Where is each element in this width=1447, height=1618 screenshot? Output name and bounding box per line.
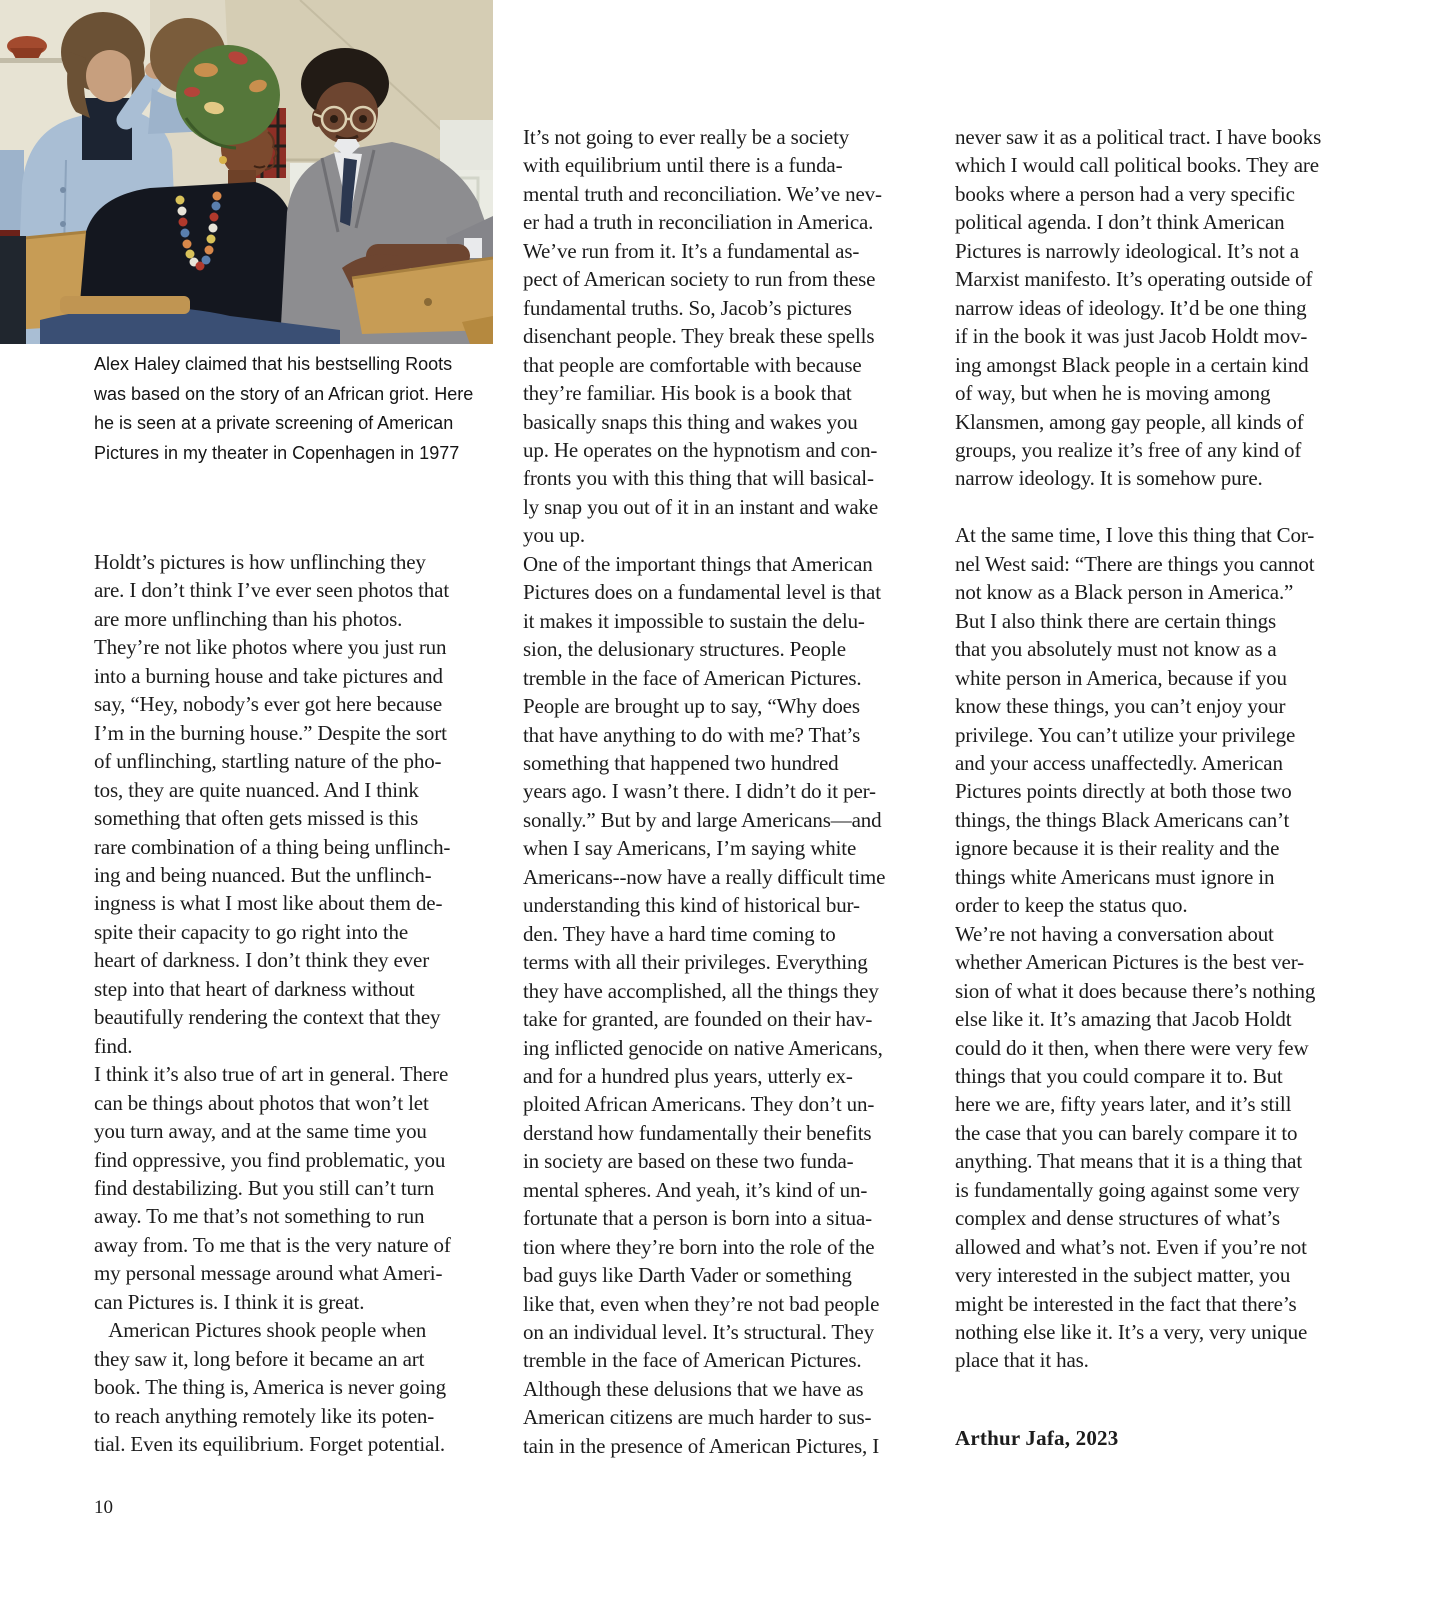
text-line: to reach anything remotely like its poten-	[94, 1403, 435, 1428]
text-line: order to keep the status quo.	[955, 893, 1188, 918]
text-line: Alex Haley claimed that his bestselling Roots	[94, 354, 453, 374]
text-line: Pictures does on a fundamental level is that	[523, 580, 881, 605]
text-line: bad guys like Darth Vader or something	[523, 1263, 852, 1288]
text-line: allowed and what’s not. Even if you’re not	[955, 1234, 1307, 1259]
text-line: political agenda. I don’t think American	[955, 210, 1285, 235]
text-column-3	[955, 123, 1357, 1375]
text-line: and your access unaffectedly. American	[955, 750, 1283, 775]
text-line: ploited African Americans. They don’t un-	[523, 1092, 875, 1117]
text-line: narrow ideology. It is somehow pure.	[955, 466, 1263, 491]
text-line: was based on the story of an African griot. Here	[94, 383, 474, 404]
text-line: pect of American society to run from these	[523, 267, 876, 292]
text-line: find destabilizing. But you still can’t turn	[94, 1175, 435, 1200]
text-line: are more unflinching than his photos.	[94, 606, 403, 631]
author-signature: Arthur Jafa, 2023	[955, 1426, 1119, 1450]
text-line: fortunate that a person is born into a situa-	[523, 1206, 872, 1231]
text-line: and for a hundred plus years, utterly ex-	[523, 1063, 853, 1088]
text-line: beautifully rendering the context that they	[94, 1005, 441, 1030]
text-line: away. To me that’s not something to run	[94, 1204, 425, 1229]
text-line: mental truth and reconciliation. We’ve nev-	[523, 181, 882, 206]
text-line: ing and being nuanced. But the unflinch-	[94, 862, 432, 887]
text-line: complex and dense structures of what’s	[955, 1206, 1280, 1231]
text-line: fundamental truths. So, Jacob’s pictures	[523, 295, 852, 320]
text-line: understanding this kind of historical bur-	[523, 893, 860, 918]
text-line: tial. Even its equilibrium. Forget potential.	[94, 1432, 445, 1457]
text-line: the case that you can barely compare it to	[955, 1120, 1298, 1145]
text-line: it makes it impossible to sustain the delu-	[523, 608, 865, 633]
text-line: tos, they are quite nuanced. And I think	[94, 777, 419, 802]
text-line: heart of darkness. I don’t think they ever	[94, 948, 430, 973]
text-line: anything. That means that it is a thing that	[955, 1149, 1303, 1174]
text-line: I think it’s also true of art in general. There	[94, 1062, 449, 1087]
text-line: are. I don’t think I’ve ever seen photos that	[94, 578, 449, 603]
text-line: can Pictures is. I think it is great.	[94, 1289, 365, 1314]
text-column-1	[94, 548, 496, 1459]
text-line: step into that heart of darkness without	[94, 976, 415, 1001]
text-line: tain in the presence of American Pictures, I	[523, 1433, 880, 1458]
text-line: can be things about photos that won’t let	[94, 1090, 429, 1115]
text-line: things, the things Black Americans can’t	[955, 807, 1290, 832]
text-line: with equilibrium until there is a funda-	[523, 153, 843, 178]
text-line: nel West said: “There are things you cannot	[955, 551, 1315, 576]
text-line: We’re not having a conversation about	[955, 921, 1274, 946]
text-line: We’ve run from it. It’s a fundamental as-	[523, 238, 860, 263]
photo-illustration	[0, 0, 493, 344]
text-line: whether American Pictures is the best ver-	[955, 950, 1304, 975]
text-line: might be interested in the fact that there’s	[955, 1291, 1297, 1316]
text-line: At the same time, I love this thing that Cor-	[955, 523, 1315, 548]
text-line: could do it then, when there were very few	[955, 1035, 1309, 1060]
text-line: into a burning house and take pictures and	[94, 663, 443, 688]
text-line: like that, even when they’re not bad people	[523, 1291, 880, 1316]
text-line: else like it. It’s amazing that Jacob Holdt	[955, 1007, 1292, 1032]
text-line: ing inflicted genocide on native Americans,	[523, 1035, 883, 1060]
text-line: place that it has.	[955, 1348, 1089, 1373]
text-line: away from. To me that is the very nature of	[94, 1232, 451, 1257]
text-line: groups, you realize it’s free of any kind of	[955, 437, 1302, 462]
text-line: basically snaps this thing and wakes you	[523, 409, 858, 434]
text-line: that have anything to do with me? That’s	[523, 722, 861, 747]
text-line: ingness is what I most like about them de-	[94, 891, 443, 916]
text-line: tremble in the face of American Pictures.	[523, 1348, 862, 1373]
text-line: of unflinching, startling nature of the pho-	[94, 749, 442, 774]
text-line: never saw it as a political tract. I have books	[955, 125, 1322, 149]
text-line: they have accomplished, all the things they	[523, 978, 879, 1003]
text-line: if in the book it was just Jacob Holdt mov-	[955, 324, 1308, 349]
text-line: you up.	[523, 523, 585, 548]
text-line: white person in America, because if you	[955, 665, 1287, 690]
text-line: that you absolutely must not know as a	[955, 637, 1277, 662]
text-line: they’re familiar. His book is a book that	[523, 381, 852, 406]
text-line: Pictures in my theater in Copenhagen in 1977	[94, 442, 460, 463]
text-line: of way, but when he is moving among	[955, 381, 1271, 406]
text-line: sion, the delusionary structures. People	[523, 637, 846, 662]
text-line: tremble in the face of American Pictures.	[523, 665, 862, 690]
text-line: Klansmen, among gay people, all kinds of	[955, 409, 1304, 434]
text-line: not know as a Black person in America.”	[955, 580, 1294, 605]
text-line: something that happened two hundred	[523, 750, 839, 775]
text-line: Pictures is narrowly ideological. It’s not a	[955, 238, 1299, 263]
text-line: fronts you with this thing that will basical-	[523, 466, 874, 491]
text-line: say, “Hey, nobody’s ever got here because	[94, 692, 442, 717]
text-line: tion where they’re born into the role of the	[523, 1234, 875, 1259]
text-line: er had a truth in reconciliation in America.	[523, 210, 874, 235]
text-line: books where a person had a very specific	[955, 181, 1295, 206]
text-line: den. They have a hard time coming to	[523, 921, 836, 946]
text-line: narrow ideas of ideology. It’d be one thing	[955, 295, 1307, 320]
text-line	[955, 493, 1357, 521]
text-line: ly snap you out of it in an instant and wake	[523, 494, 879, 519]
text-line: things white Americans must ignore in	[955, 864, 1275, 889]
text-line: Marxist manifesto. It’s operating outside of	[955, 267, 1313, 292]
text-line: is fundamentally going against some very	[955, 1177, 1300, 1202]
text-line: Holdt’s pictures is how unflinching they	[94, 550, 426, 574]
text-line: up. He operates on the hypnotism and con-	[523, 437, 878, 462]
text-line: derstand how fundamentally their benefits	[523, 1120, 872, 1145]
text-line: It’s not going to ever really be a society	[523, 125, 850, 149]
text-line: take for granted, are founded on their hav-	[523, 1007, 873, 1032]
text-line: American citizens are much harder to sus-	[523, 1405, 872, 1430]
text-line: ing amongst Black people in a certain kind	[955, 352, 1309, 377]
text-line: he is seen at a private screening of American	[94, 413, 454, 434]
text-line: know these things, you can’t enjoy your	[955, 694, 1286, 719]
text-line: People are brought up to say, “Why does	[523, 694, 860, 719]
text-line: on an individual level. It’s structural. They	[523, 1320, 874, 1345]
text-line: years ago. I wasn’t there. I didn’t do it per-	[523, 779, 876, 804]
text-line: find.	[94, 1033, 133, 1058]
text-line: in society are based on these two funda-	[523, 1149, 854, 1174]
text-line: that people are comfortable with because	[523, 352, 862, 377]
page-number: 10	[94, 1497, 113, 1518]
text-line: here we are, fifty years later, and it’s still	[955, 1092, 1292, 1117]
text-line: I’m in the burning house.” Despite the sort	[94, 720, 447, 745]
text-line: spite their capacity to go right into the	[94, 919, 409, 944]
text-line: very interested in the subject matter, you	[955, 1263, 1291, 1288]
text-line: rare combination of a thing being unflinch-	[94, 834, 451, 859]
text-line: they saw it, long before it became an art	[94, 1346, 425, 1371]
text-line: terms with all their privileges. Everything	[523, 950, 868, 975]
text-line: sion of what it does because there’s nothing	[955, 978, 1316, 1003]
text-line: Pictures points directly at both those two	[955, 779, 1292, 804]
text-line: They’re not like photos where you just run	[94, 635, 447, 660]
text-line: something that often gets missed is this	[94, 806, 419, 831]
text-line: But I also think there are certain things	[955, 608, 1277, 633]
text-line: American Pictures shook people when	[94, 1318, 427, 1343]
text-column-2	[523, 123, 925, 1460]
text-line: Although these delusions that we have as	[523, 1376, 864, 1401]
text-line: which I would call political books. They are	[955, 153, 1319, 178]
text-line: disenchant people. They break these spells	[523, 324, 875, 349]
text-line: nothing else like it. It’s a very, very unique	[955, 1320, 1308, 1345]
text-line: my personal message around what Ameri-	[94, 1261, 443, 1286]
photo-caption	[94, 350, 494, 468]
text-line: things that you could compare it to. But	[955, 1063, 1283, 1088]
text-line: you turn away, and at the same time you	[94, 1119, 427, 1144]
text-line: sonally.” But by and large Americans—and	[523, 807, 882, 832]
photo	[0, 0, 493, 344]
text-line: find oppressive, you find problematic, you	[94, 1147, 446, 1172]
text-line: One of the important things that American	[523, 551, 873, 576]
text-line: book. The thing is, America is never going	[94, 1375, 447, 1400]
text-line: privilege. You can’t utilize your privilege	[955, 722, 1296, 747]
text-line: when I say Americans, I’m saying white	[523, 836, 857, 861]
text-line: ignore because it is their reality and the	[955, 836, 1280, 861]
text-line: Americans--now have a really difficult time	[523, 864, 886, 889]
text-line: mental spheres. And yeah, it’s kind of un-	[523, 1177, 868, 1202]
